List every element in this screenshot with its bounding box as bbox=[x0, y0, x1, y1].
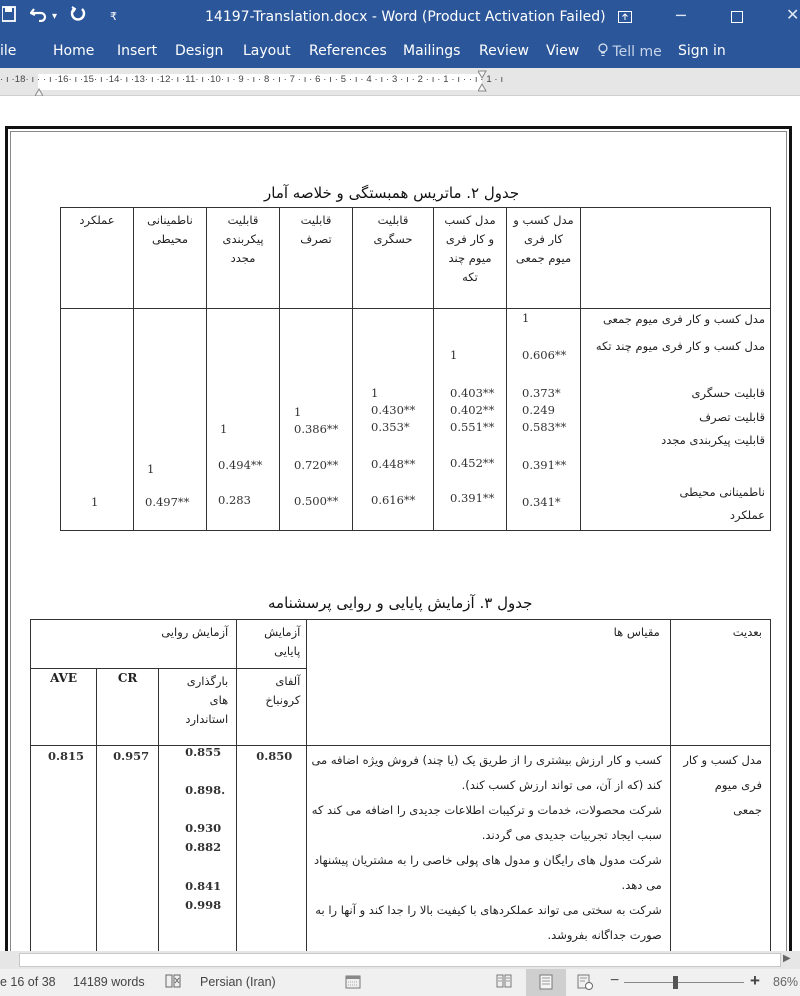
ribbon-tabs bbox=[0, 36, 800, 68]
cell: 0.500** bbox=[294, 494, 339, 508]
print-layout-icon bbox=[538, 974, 554, 993]
cell: 0.497** bbox=[145, 495, 190, 509]
cell: 0.373* bbox=[522, 386, 561, 400]
scale-item: شرکت محصولات، خدمات و ترکیبات اطلاعات جدیدی را اضافه می کند که سبب ایجاد تجربیات جدیدی می گردند. bbox=[311, 803, 662, 842]
web-layout-icon[interactable] bbox=[577, 974, 593, 993]
cell-ave bbox=[31, 746, 97, 952]
cell: 0.353* bbox=[371, 420, 410, 434]
row-label: مدل کسب و کار فری میوم چند تکه bbox=[595, 339, 765, 353]
cell: 0.341* bbox=[522, 495, 561, 509]
cell: 0.494** bbox=[218, 458, 263, 472]
row-label: مدل کسب و کار فری میوم جمعی bbox=[602, 312, 765, 326]
col-collective bbox=[507, 309, 581, 531]
scrollbar-thumb[interactable] bbox=[19, 953, 781, 967]
proofing-icon[interactable] bbox=[165, 974, 181, 991]
print-layout-button[interactable] bbox=[526, 969, 566, 996]
tab-references[interactable]: References bbox=[309, 43, 387, 59]
scale-item: کسب و کار ارزش بیشتری را از طریق یک (یا چند) فروش ویژه اضافه می کند (که از آن، می تواند ارزش کسب کند). bbox=[311, 753, 662, 792]
tell-me-search[interactable] bbox=[598, 43, 662, 60]
header-seizing: قابلیت تصرف bbox=[280, 208, 353, 309]
minimize-icon[interactable]: ─ bbox=[676, 6, 686, 25]
tab-mailings[interactable]: Mailings bbox=[403, 43, 461, 59]
header-collective: مدل کسب و کار فری میوم جمعی bbox=[507, 208, 581, 309]
status-bar bbox=[0, 969, 800, 996]
col-piecemeal bbox=[434, 309, 507, 531]
cell: 1 bbox=[220, 422, 228, 436]
maximize-icon[interactable] bbox=[731, 8, 743, 27]
row-label: عملکرد bbox=[729, 508, 765, 522]
cell: 0.283 bbox=[218, 493, 251, 507]
word-count[interactable]: 14189 words bbox=[73, 975, 145, 989]
header-performance: عملکرد bbox=[61, 208, 134, 309]
cell: 0.386** bbox=[294, 422, 339, 436]
col-seizing bbox=[280, 309, 353, 531]
loading-value: 0.855 bbox=[185, 745, 222, 759]
header-empty bbox=[581, 208, 771, 309]
cell: 0.452** bbox=[450, 456, 495, 470]
undo-dropdown-icon[interactable]: ▾ bbox=[52, 11, 58, 22]
header-reliability-test: آزمایش پایایی bbox=[237, 620, 307, 669]
cell: 0.448** bbox=[371, 457, 416, 471]
tab-view[interactable]: View bbox=[546, 43, 580, 59]
zoom-slider-thumb[interactable] bbox=[673, 976, 678, 989]
header-scales: مقیاس ها bbox=[307, 620, 670, 746]
zoom-level[interactable]: 86% bbox=[773, 975, 799, 989]
horizontal-ruler[interactable] bbox=[0, 68, 800, 96]
cell: 0.551** bbox=[450, 420, 495, 434]
col-performance bbox=[61, 309, 134, 531]
header-piecemeal: مدل کسب و کار فری میوم چند تکه bbox=[434, 208, 507, 309]
customize-qat-icon[interactable]: ₹ bbox=[110, 10, 117, 23]
cell: 1 bbox=[91, 495, 99, 509]
table2-body-row bbox=[61, 309, 771, 531]
cell: 0.430** bbox=[371, 403, 416, 417]
row-label: قابلیت تصرف bbox=[699, 410, 765, 424]
header-env-uncertainty: ناطمینانی محیطی bbox=[134, 208, 207, 309]
tab-insert[interactable]: Insert bbox=[117, 43, 158, 59]
sign-in-link[interactable]: Sign in bbox=[678, 43, 726, 59]
cell-alpha bbox=[237, 746, 307, 952]
language[interactable]: Persian (Iran) bbox=[200, 975, 276, 989]
table3-data-row bbox=[31, 746, 771, 952]
cell-scales bbox=[307, 746, 670, 952]
tab-home[interactable]: Home bbox=[53, 43, 95, 59]
cell: 1 bbox=[522, 311, 530, 325]
cell: 1 bbox=[450, 348, 458, 362]
correlation-table bbox=[60, 207, 771, 531]
zoom-in-button[interactable]: + bbox=[750, 971, 760, 990]
header-validity-test: آزمایش روایی bbox=[31, 620, 237, 669]
loading-value: 0.882 bbox=[185, 840, 222, 854]
table3-caption: جدول ۳. آزمایش پایایی و روایی پرسشنامه bbox=[268, 594, 533, 612]
zoom-slider-track[interactable] bbox=[624, 982, 744, 983]
page-count[interactable]: e 16 of 38 bbox=[0, 975, 56, 989]
cell: 0.402** bbox=[450, 403, 495, 417]
loading-value: 0.998 bbox=[185, 898, 222, 912]
close-icon[interactable]: ✕ bbox=[786, 5, 800, 24]
redo-icon[interactable] bbox=[70, 6, 86, 28]
header-dimension: بعدیت bbox=[670, 620, 770, 746]
header-reconfig: قابلیت پیکربندی مجدد bbox=[207, 208, 280, 309]
macro-record-icon[interactable] bbox=[345, 973, 361, 992]
tab-review[interactable]: Review bbox=[479, 43, 529, 59]
cell-cr bbox=[97, 746, 159, 952]
title-bar bbox=[0, 0, 800, 36]
cell: 0.720** bbox=[294, 458, 339, 472]
loading-value: 0.930 bbox=[185, 821, 222, 835]
document-page bbox=[0, 96, 800, 951]
cell: 0.606** bbox=[522, 348, 567, 362]
reliability-validity-table bbox=[30, 619, 771, 951]
cell: 0.583** bbox=[522, 420, 567, 434]
save-icon[interactable] bbox=[2, 6, 16, 28]
header-ave: AVE bbox=[31, 669, 97, 746]
scale-item: شرکت مدول های رایگان و مدول های پولی خاصی را به مشتریان پیشنهاد می دهد. bbox=[314, 853, 662, 892]
cell: 0.391** bbox=[450, 491, 495, 505]
scale-item: شرکت به سختی می تواند عملکردهای با کیفیت بالا را جدا کند و آنها را به صورت جداگانه بفروشد. bbox=[315, 903, 662, 942]
cr-value: 0.957 bbox=[113, 749, 150, 763]
scroll-right-icon[interactable]: ▶ bbox=[783, 953, 791, 964]
alpha-value: 0.850 bbox=[256, 749, 293, 763]
ribbon-display-options-icon[interactable] bbox=[618, 8, 632, 27]
lightbulb-icon bbox=[598, 44, 612, 60]
cell: 0.403** bbox=[450, 386, 495, 400]
zoom-out-button[interactable]: − bbox=[610, 972, 620, 989]
cell-dimension: مدل کسب و کار فری میوم جمعی bbox=[670, 746, 770, 952]
ave-value: 0.815 bbox=[48, 749, 85, 763]
header-std-loadings: بارگذاری های استاندارد bbox=[159, 669, 237, 746]
tab-layout[interactable]: Layout bbox=[243, 43, 291, 59]
read-mode-icon[interactable] bbox=[496, 974, 512, 991]
cell: 1 bbox=[371, 386, 379, 400]
cell: 1 bbox=[294, 405, 302, 419]
loading-value: 0.898. bbox=[185, 783, 226, 797]
cell: 0.616** bbox=[371, 493, 416, 507]
tell-me-label: Tell me bbox=[612, 44, 662, 60]
cell: 0.391** bbox=[522, 458, 567, 472]
loading-value: 0.841 bbox=[185, 879, 222, 893]
cell: 1 bbox=[147, 462, 155, 476]
tab-file[interactable]: ile bbox=[0, 43, 17, 59]
horizontal-scrollbar[interactable] bbox=[0, 951, 800, 969]
col-sensing bbox=[353, 309, 434, 531]
row-labels bbox=[581, 309, 771, 531]
table3-header-row1 bbox=[31, 620, 771, 669]
cell: 0.249 bbox=[522, 403, 555, 417]
right-indent-marker-icon[interactable] bbox=[478, 70, 487, 96]
table2-header-row bbox=[61, 208, 771, 309]
col-reconfig bbox=[207, 309, 280, 531]
header-cronbach-alpha: آلفای کرونباخ bbox=[237, 669, 307, 746]
document-area[interactable] bbox=[0, 96, 800, 951]
table2-caption: جدول ۲. ماتریس همبستگی و خلاصه آمار bbox=[264, 184, 520, 202]
header-cr: CR bbox=[97, 669, 159, 746]
row-label: ناطمینانی محیطی bbox=[679, 485, 765, 499]
header-sensing: قابلیت حسگری bbox=[353, 208, 434, 309]
tab-design[interactable]: Design bbox=[175, 43, 224, 59]
window-title: 14197-Translation.docx - Word (Product Activation Failed) bbox=[205, 9, 606, 25]
undo-icon[interactable] bbox=[30, 6, 48, 28]
row-label: قابلیت حسگری bbox=[691, 386, 765, 400]
cell-loadings bbox=[159, 746, 237, 952]
col-env-uncertainty bbox=[134, 309, 207, 531]
ruler-scale: · ı ·18· ı · · ı ·16· ı ·15· ı ·14· ı ·13· ı ·12· ı ·11· ı ·10· ı · 9 · ı · 8 · ı · 7 · ı · 6 · ı · 5 · ı · 4 · ı · 3 · ı · 2 · ı · 1 · ı · · ı · 1 · ı bbox=[0, 74, 504, 85]
row-label: قابلیت پیکربندی مجدد bbox=[661, 433, 765, 447]
